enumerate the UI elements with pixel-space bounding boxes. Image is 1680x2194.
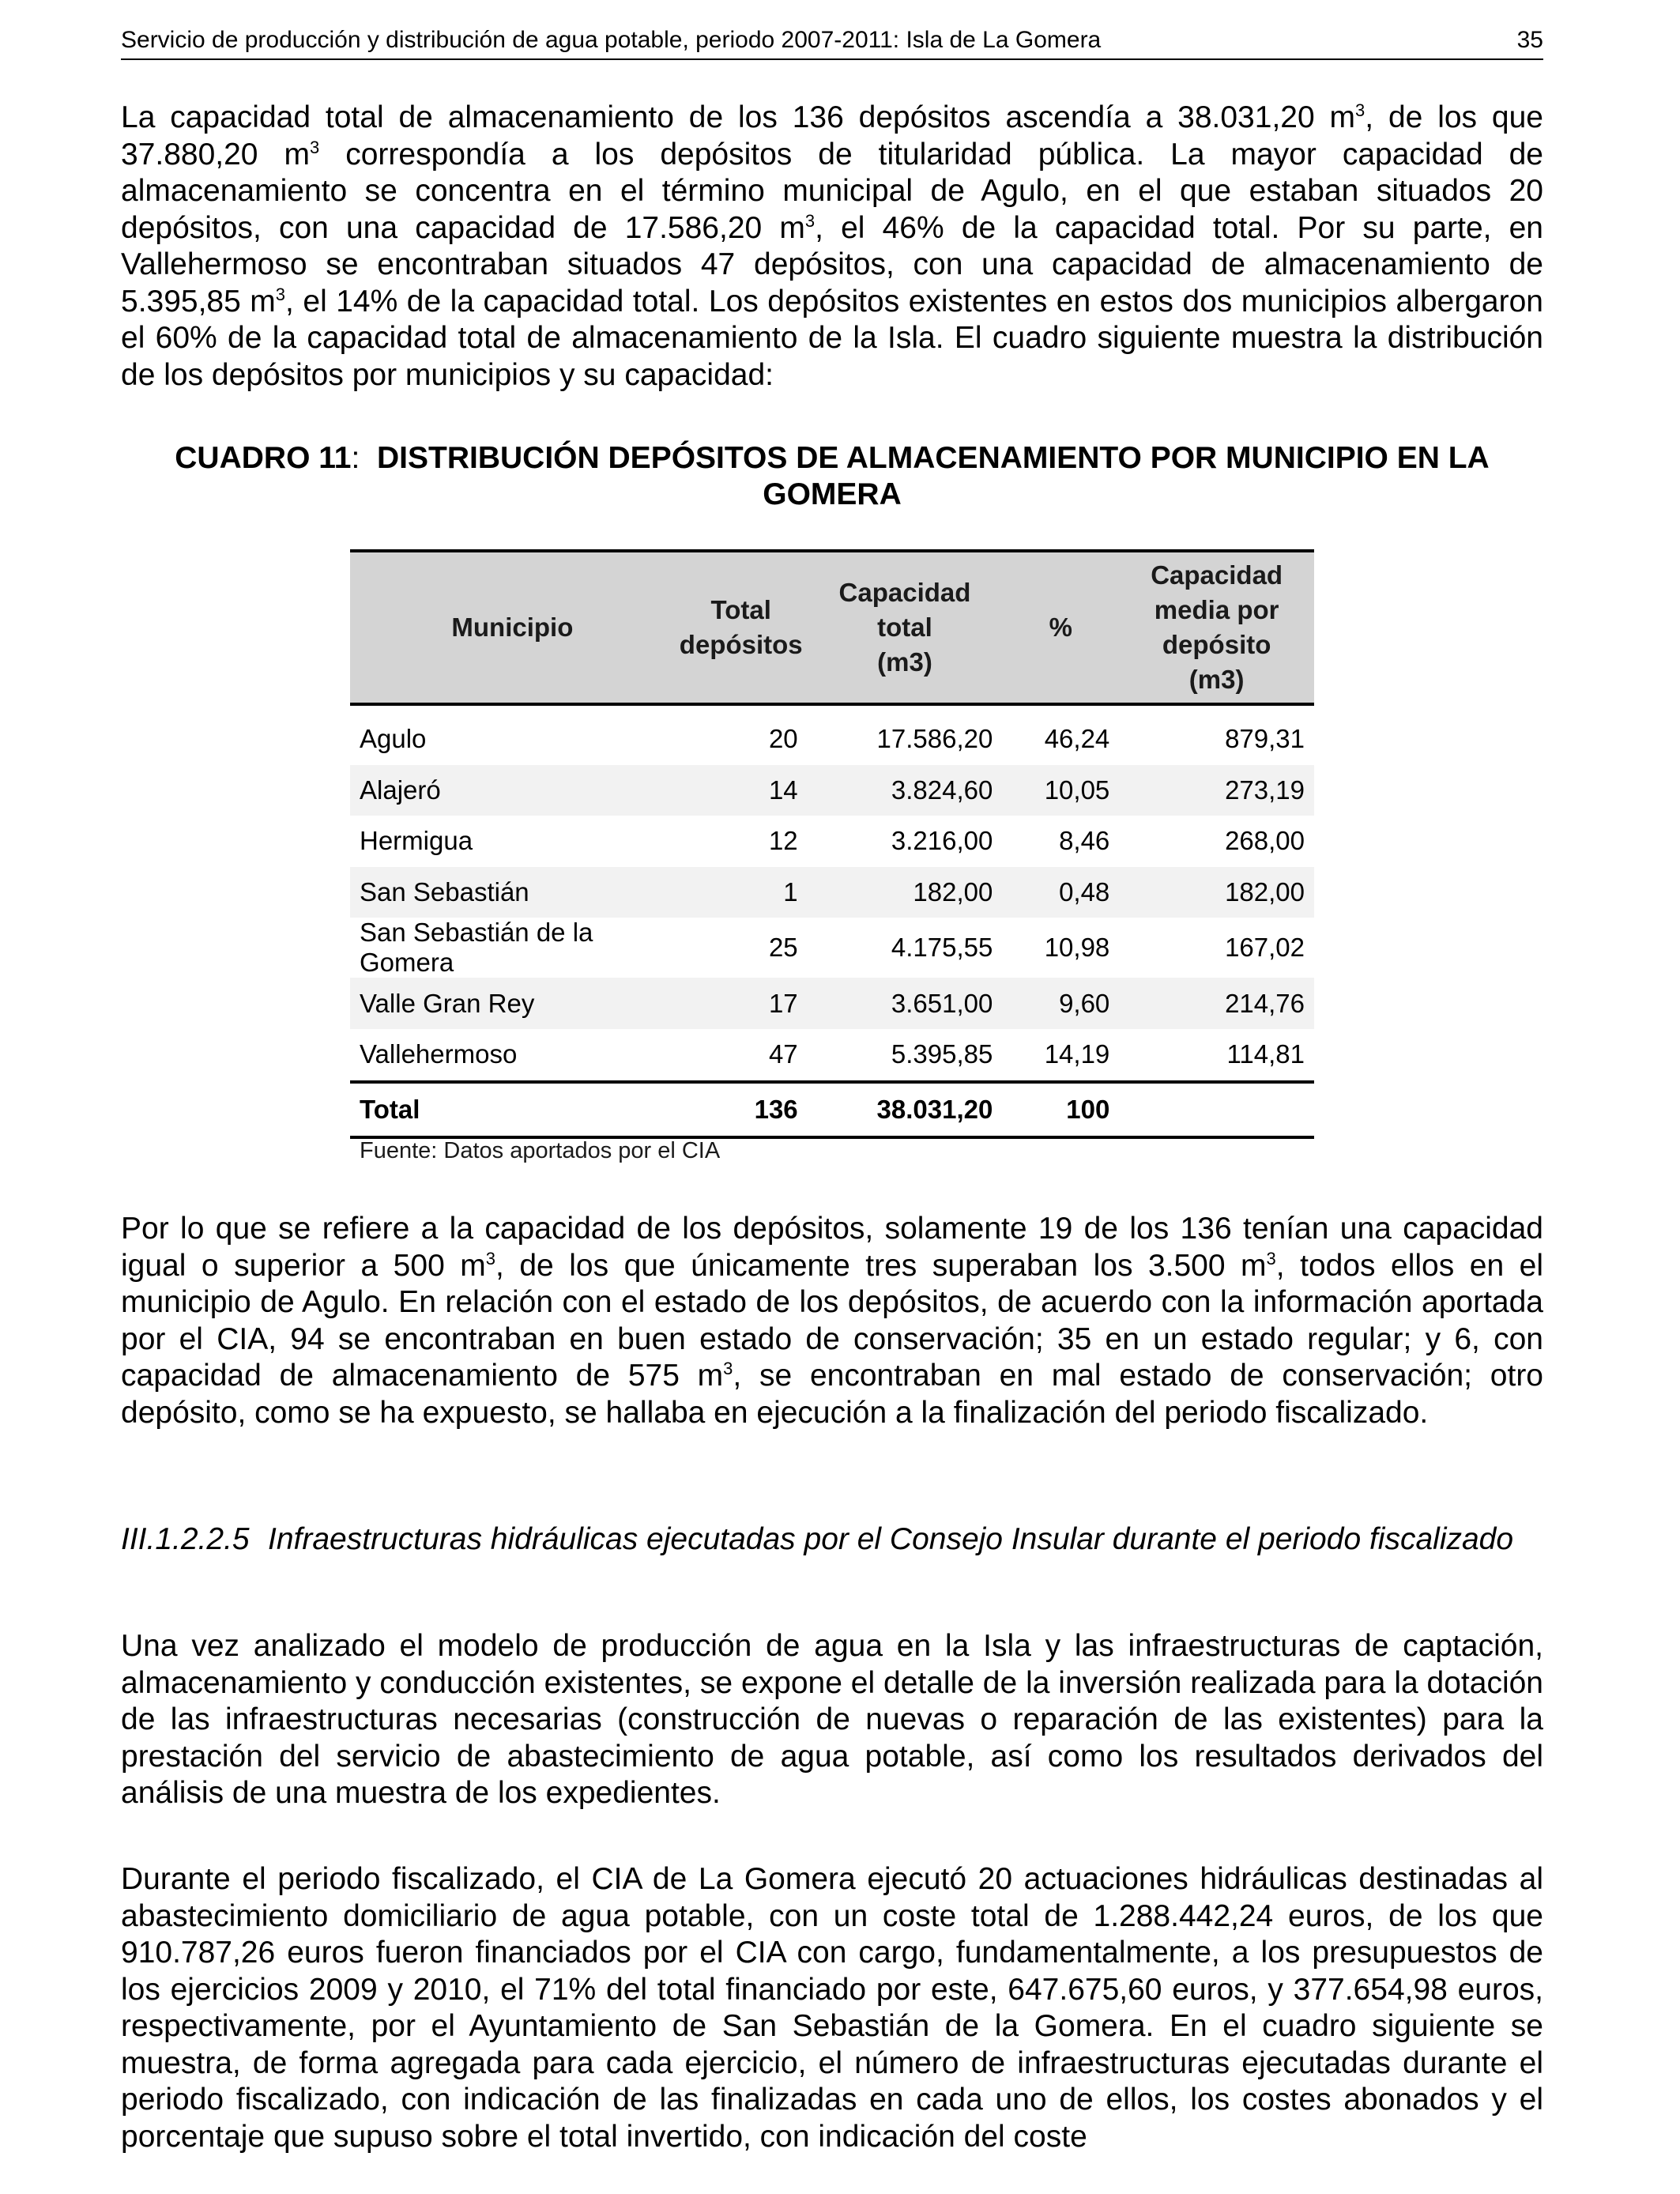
table-row: [350, 1029, 1314, 1082]
cell-capacidad: 3.824,60: [808, 765, 1003, 816]
superscript: 3: [485, 1248, 495, 1269]
table-row: [350, 978, 1314, 1029]
cell-media: 167,02: [1225, 933, 1305, 963]
cell-capacidad: 5.395,85: [891, 1039, 993, 1069]
paragraph-text: , el 14% de la capacidad total. Los depósitos existentes en estos dos municipios albergaron el 60% de la capacidad total de almacenamiento de la Isla. El cuadro siguiente muestra la distribución de los depósitos por municipios y su capacidad:: [121, 284, 1543, 392]
table-row: [350, 867, 1314, 918]
superscript: 3: [1355, 100, 1365, 120]
table-total-row: [350, 1082, 1314, 1137]
paragraph-text: La capacidad total de almacenamiento de los 136 depósitos ascendía a 38.031,20 m: [121, 100, 1356, 134]
superscript: 3: [723, 1359, 733, 1378]
header-capacidad-media: [1119, 551, 1314, 704]
superscript: 3: [804, 210, 816, 231]
total-depositos: 136: [675, 1082, 808, 1137]
total-label: Total: [350, 1082, 675, 1137]
cell-pct: 0,48: [1002, 867, 1119, 918]
paragraph-text: correspondía a los depósitos de titularidad pública. La mayor capacidad de almacenamiento se concentra en el término municipal de Agulo, en el que estaban situados 20 depósitos, con una capacidad de 17.586,20 m: [121, 137, 1544, 245]
table-caption: [121, 440, 1543, 513]
cell-media: 114,81: [1226, 1039, 1305, 1069]
table-header-row: [350, 551, 1314, 704]
page-number: 35: [1516, 27, 1543, 53]
paragraph-cia-actions: Durante el periodo fiscalizado, el CIA de La Gomera ejecutó 20 actuaciones hidráulicas destinadas al abastecimiento domiciliario de agua potable, con un coste total de 1.288.442,24 euros, de los que 910.787,26 euros fueron financiados por el CIA con cargo, fundamentalmente, a los presupuestos de los ejercicios 2009 y 2010, el 71% del total financiado por este, 647.675,60 euros, y 377.654,98 euros, respectivamente, por el Ayuntamiento de San Sebastián de la Gomera. En el cuadro siguiente se muestra, de forma agregada para cada ejercicio, el número de infraestructuras ejecutadas durante el periodo fiscalizado, con indicación de las finalizadas en cada uno de ellos, los costes abonados y el porcentaje que supuso sobre el total invertido, con indicación del coste: [121, 1862, 1543, 2154]
cell-media: 214,76: [1119, 978, 1314, 1029]
cell-total: 12: [768, 826, 798, 856]
section-title: Infraestructuras hidráulicas ejecutadas por el Consejo Insular durante el periodo fiscalizado: [268, 1522, 1514, 1556]
cell-media: 268,00: [1225, 826, 1305, 856]
cell-total: 17: [675, 978, 808, 1029]
paragraph-text: , de los que 37.880,20 m: [121, 100, 1543, 172]
cell-capacidad: 3.651,00: [808, 978, 1003, 1029]
header-capacidad-total-unit: (m3): [877, 647, 932, 677]
paragraph-deposit-condition: [121, 1211, 1543, 1431]
table-row: [350, 918, 1314, 978]
header-municipio: Municipio: [350, 551, 675, 704]
total-pct: 100: [1002, 1082, 1119, 1137]
cell-capacidad: 17.586,20: [876, 724, 993, 754]
header-title: Servicio de producción y distribución de agua potable, periodo 2007-2011: Isla de La Gomera: [121, 27, 1102, 53]
superscript: 3: [275, 284, 286, 304]
superscript: 3: [1266, 1248, 1276, 1269]
cell-municipio: Vallehermoso: [360, 1039, 518, 1069]
paragraph-text: , de los que únicamente tres superaban los 3.500 m: [495, 1248, 1267, 1283]
table-row: [350, 816, 1314, 867]
cell-total: 25: [768, 933, 798, 963]
caption-separator: :: [351, 441, 360, 475]
table-row: [350, 704, 1314, 765]
cell-media: 879,31: [1225, 724, 1305, 754]
paragraph-text: , se encontraban en mal estado de conservación; otro depósito, como se ha expuesto, se hallaba en ejecución a la finalización del periodo fiscalizado.: [121, 1359, 1543, 1430]
cell-total: 14: [675, 765, 808, 816]
header-capacidad-total-label: Capacidad total: [838, 578, 971, 642]
total-capacidad: 38.031,20: [808, 1082, 1003, 1137]
table-row: [350, 765, 1314, 816]
cell-media: 273,19: [1119, 765, 1314, 816]
cell-pct: 10,05: [1002, 765, 1119, 816]
header-percent: %: [1002, 551, 1119, 704]
cell-municipio: San Sebastián de la Gomera: [360, 918, 593, 978]
cell-municipio: San Sebastián: [350, 867, 675, 918]
header-capacidad-media-label: Capacidad media por depósito: [1151, 560, 1283, 659]
cell-pct: 9,60: [1002, 978, 1119, 1029]
section-number: III.1.2.2.5: [121, 1522, 250, 1556]
paragraph-text: Por lo que se refiere a la capacidad de los depósitos, solamente 19 de los 136 tenían una capacidad igual o superior a 500 m: [121, 1212, 1543, 1283]
cell-municipio: Valle Gran Rey: [350, 978, 675, 1029]
caption-title: DISTRIBUCIÓN DEPÓSITOS DE ALMACENAMIENTO POR MUNICIPIO EN LA GOMERA: [377, 441, 1490, 511]
cell-pct: 8,46: [1059, 826, 1110, 856]
page-header: [121, 27, 1543, 60]
cell-capacidad: 3.216,00: [891, 826, 993, 856]
cell-pct: 46,24: [1044, 724, 1110, 754]
cell-capacidad: 4.175,55: [891, 933, 993, 963]
cell-media: 182,00: [1119, 867, 1314, 918]
cell-municipio: Agulo: [360, 724, 427, 754]
paragraph-storage-capacity: [121, 100, 1543, 394]
cell-total: 47: [768, 1039, 798, 1069]
header-capacidad-total: [808, 551, 1003, 704]
cell-municipio: Alajeró: [350, 765, 675, 816]
storage-table: [350, 549, 1314, 1139]
paragraph-text: , todos ellos en el municipio de Agulo. En relación con el estado de los depósitos, de acuerdo con la información aportada por el CIA, 94 se encontraban en buen estado de conservación; 35 en un estado regular; y 6, con capacidad de almacenamiento de 575 m: [121, 1248, 1543, 1393]
cell-capacidad: 182,00: [808, 867, 1003, 918]
superscript: 3: [309, 137, 320, 157]
storage-table-container: [350, 549, 1314, 1139]
cell-pct: 14,19: [1044, 1039, 1110, 1069]
paragraph-infrastructure-intro: Una vez analizado el modelo de producción de agua en la Isla y las infraestructuras de captación, almacenamiento y conducción existentes, se expone el detalle de la inversión realizada para la dotación de las infraestructuras necesarias (construcción de nuevas o reparación de las existentes) para la prestación del servicio de abastecimiento de agua potable, así como los resultados derivados del análisis de una muestra de los expedientes.: [121, 1629, 1543, 1810]
total-media: [1119, 1082, 1314, 1137]
cell-total: 1: [675, 867, 808, 918]
header-capacidad-media-unit: (m3): [1188, 665, 1245, 694]
cell-municipio: Hermigua: [360, 826, 473, 856]
table-source-note: Fuente: Datos aportados por el CIA: [360, 1138, 721, 1163]
cell-total: 20: [768, 724, 798, 754]
header-total-depositos: Total depósitos: [675, 551, 808, 704]
cell-pct: 10,98: [1044, 933, 1110, 963]
caption-label: CUADRO 11: [175, 441, 352, 475]
paragraph-text: , el 46% de la capacidad total. Por su parte, en Vallehermoso se encontraban situados 47 depósitos, con una capacidad de almacenamiento de 5.395,85 m: [121, 210, 1544, 319]
